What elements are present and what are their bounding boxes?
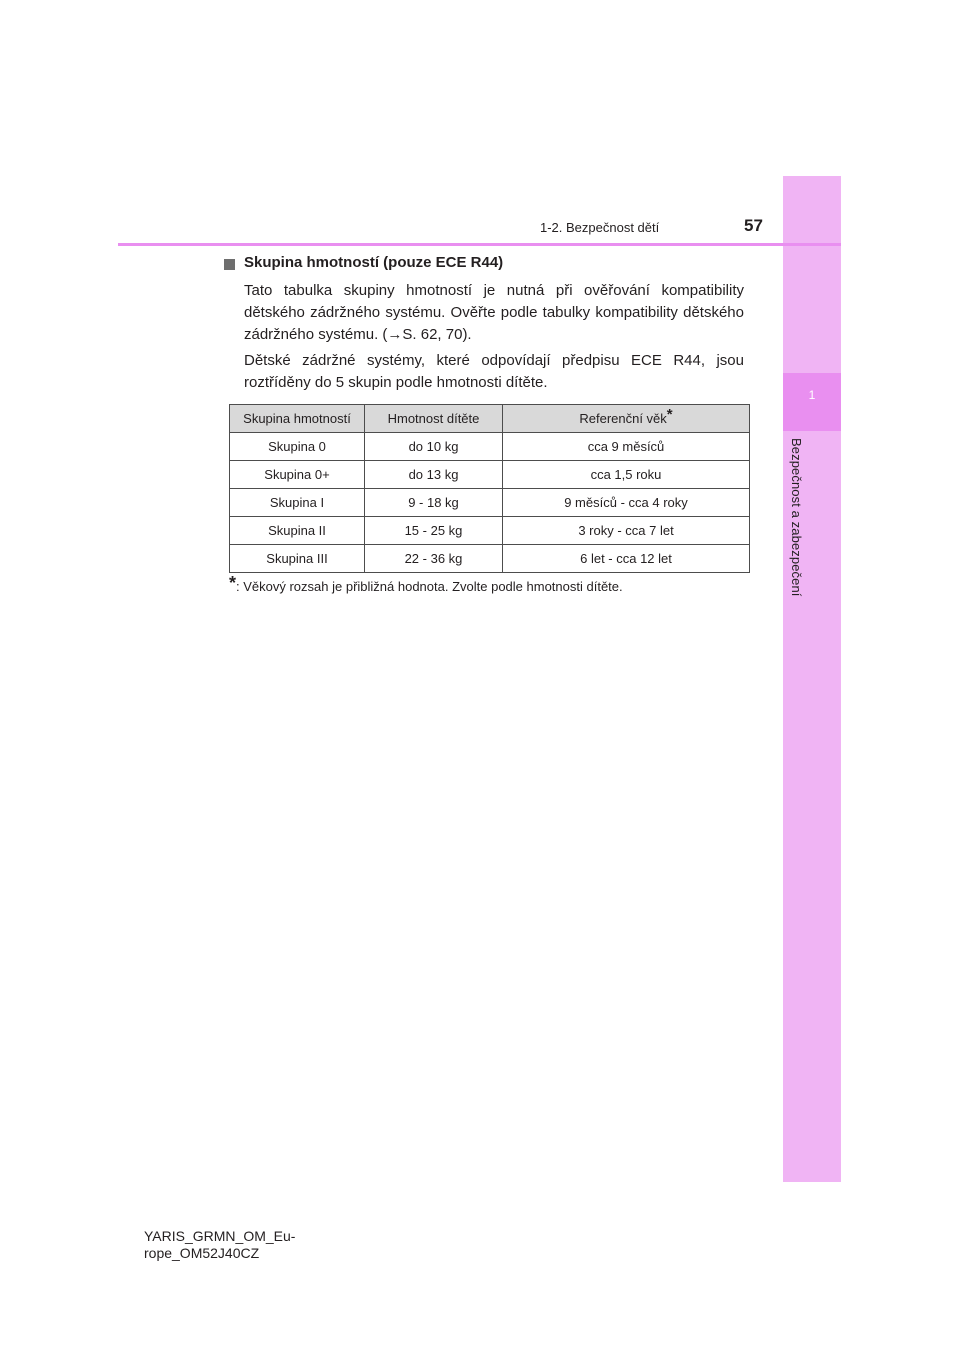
- table-row: [230, 433, 750, 461]
- chapter-title-vertical: Bezpečnost a zabezpečení: [789, 438, 804, 597]
- table-cell: cca 1,5 roku: [503, 461, 750, 489]
- square-bullet-icon: [224, 259, 235, 270]
- table-cell: do 13 kg: [365, 461, 503, 489]
- table-header-cell: Hmotnost dítěte: [365, 405, 503, 433]
- table-header-cell: Skupina hmotností: [230, 405, 365, 433]
- footnote-marker: *: [666, 406, 673, 423]
- table-footnote: [229, 573, 623, 594]
- table-header-row: [230, 405, 750, 433]
- section-title: 1-2. Bezpečnost dětí: [540, 220, 660, 235]
- footnote-text: : Věkový rozsah je přibližná hodnota. Zvolte podle hmotnosti dítěte.: [236, 579, 623, 594]
- table-cell: 9 měsíců - cca 4 roky: [503, 489, 750, 517]
- paragraph-groups: Dětské zádržné systémy, které odpovídají předpisu ECE R44, jsou roztříděny do 5 skupin podle hmotnosti dítěte.: [244, 352, 744, 391]
- table-cell: Skupina 0+: [230, 461, 365, 489]
- table-cell: Skupina II: [230, 517, 365, 545]
- page-number: 57: [744, 216, 763, 235]
- table-cell: Skupina 0: [230, 433, 365, 461]
- table-row: [230, 489, 750, 517]
- weight-group-table: [229, 404, 750, 573]
- paragraph-compatibility: Tato tabulka skupiny hmotností je nutná při ověřování kompatibility dětského zádržného systému. Ověřte podle tabulky kompatibility dětského zádržného systému. (→S. 62, 70).: [244, 282, 744, 343]
- table-cell: 9 - 18 kg: [365, 489, 503, 517]
- section-heading: Skupina hmotností (pouze ECE R44): [244, 254, 504, 271]
- table-cell: Skupina I: [230, 489, 365, 517]
- side-tab-active-chapter: [783, 373, 841, 431]
- side-tab: [783, 176, 841, 1182]
- document-code: YARIS_GRMN_OM_Eu- rope_OM52J40CZ: [144, 1228, 296, 1261]
- table-cell: 3 roky - cca 7 let: [503, 517, 750, 545]
- table-row: [230, 461, 750, 489]
- table-cell: do 10 kg: [365, 433, 503, 461]
- table-cell: 22 - 36 kg: [365, 545, 503, 573]
- table-cell: cca 9 měsíců: [503, 433, 750, 461]
- table-row: [230, 545, 750, 573]
- table-cell: 15 - 25 kg: [365, 517, 503, 545]
- table-header-cell: Referenční věk*: [503, 405, 750, 433]
- chapter-number: 1: [808, 388, 816, 402]
- table-row: [230, 517, 750, 545]
- footnote-marker: *: [229, 573, 237, 593]
- table-cell: 6 let - cca 12 let: [503, 545, 750, 573]
- table-cell: Skupina III: [230, 545, 365, 573]
- header-rule: [118, 243, 841, 246]
